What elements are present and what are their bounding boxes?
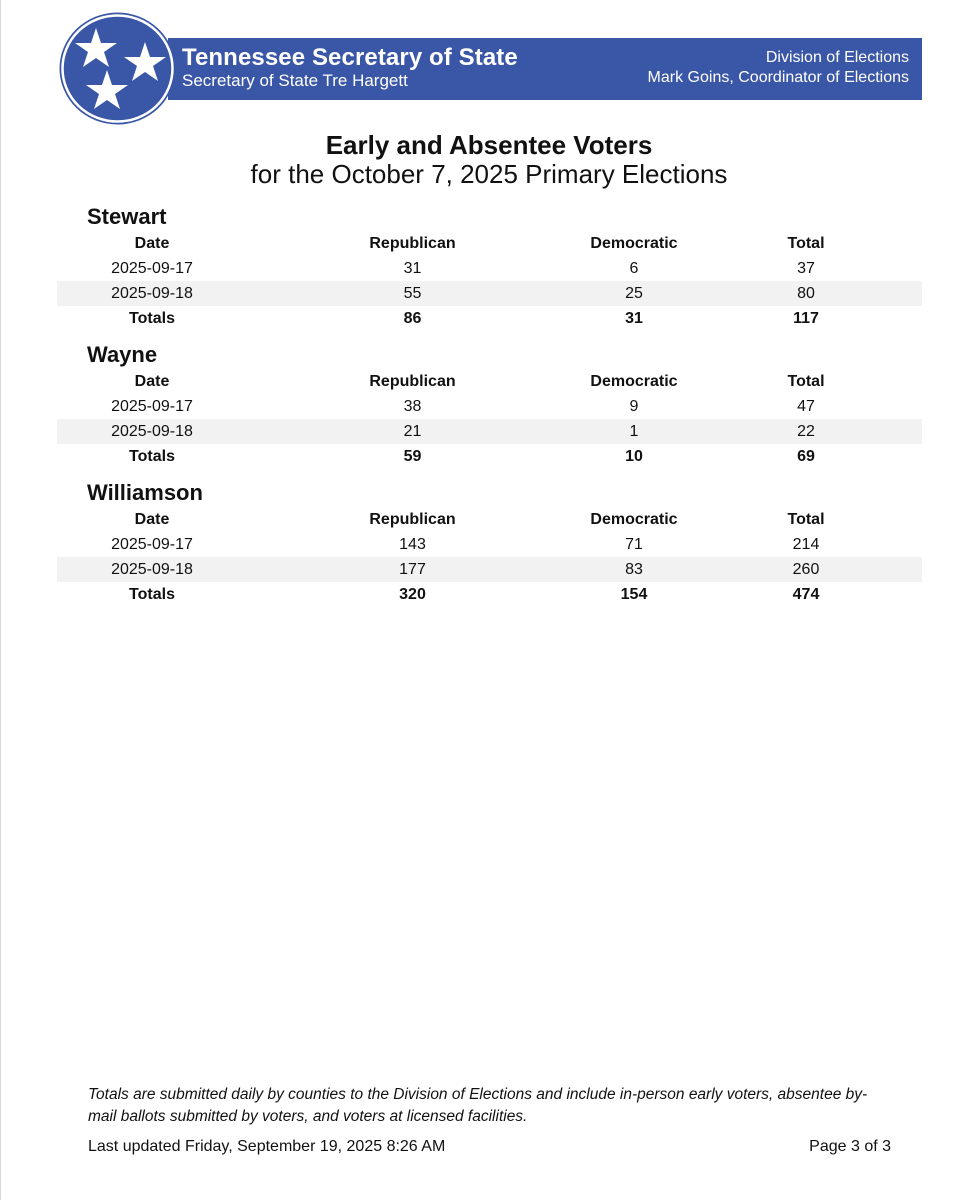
- page-number: Page 3 of 3: [809, 1138, 891, 1155]
- cell-date: 2025-09-17: [111, 398, 193, 415]
- header-division: Division of Elections: [765, 49, 909, 66]
- totals-democratic: 31: [625, 310, 643, 327]
- cell-total: 37: [797, 260, 815, 277]
- cell-total: 47: [797, 398, 815, 415]
- column-header-total: Total: [787, 235, 825, 252]
- cell-date: 2025-09-18: [111, 561, 193, 578]
- totals-total: 117: [793, 310, 819, 327]
- totals-label: Totals: [129, 310, 175, 327]
- table-header-row: [57, 231, 922, 256]
- cell-republican: 31: [403, 260, 422, 277]
- column-header-republican: Republican: [369, 511, 456, 528]
- cell-democratic: 83: [625, 561, 643, 578]
- cell-republican: 143: [399, 536, 426, 553]
- column-header-total: Total: [787, 511, 825, 528]
- cell-democratic: 71: [625, 536, 643, 553]
- table-row: [57, 532, 922, 557]
- county-section-williamson: [57, 479, 922, 607]
- totals-republican: 86: [403, 310, 422, 327]
- table-header-row: [57, 369, 922, 394]
- tri-star-seal-icon: [59, 12, 176, 125]
- table-row: [57, 394, 922, 419]
- cell-republican: 38: [403, 398, 422, 415]
- cell-date: 2025-09-17: [111, 260, 193, 277]
- table-header-row: [57, 507, 922, 532]
- table-row: [57, 419, 922, 444]
- column-header-democratic: Democratic: [590, 511, 678, 528]
- document-subtitle: for the October 7, 2025 Primary Elections: [250, 159, 728, 189]
- footnote: Totals are submitted daily by counties to the Division of Elections and include in-person early voters, absentee by-mail ballots submitted by voters, and voters at licensed facilities.: [88, 1086, 868, 1125]
- cell-total: 80: [797, 285, 815, 302]
- county-name: Wayne: [87, 342, 158, 367]
- county-section-stewart: [57, 203, 922, 331]
- cell-date: 2025-09-17: [111, 536, 193, 553]
- cell-republican: 55: [403, 285, 422, 302]
- county-name: Stewart: [87, 204, 167, 229]
- cell-date: 2025-09-18: [111, 423, 193, 440]
- cell-total: 214: [792, 536, 820, 553]
- totals-label: Totals: [129, 586, 175, 603]
- cell-democratic: 6: [629, 260, 639, 277]
- totals-row: [57, 306, 922, 331]
- totals-row: [57, 582, 922, 607]
- cell-total: 22: [797, 423, 815, 440]
- totals-democratic: 10: [625, 448, 643, 465]
- header-banner: [168, 38, 922, 100]
- cell-democratic: 1: [629, 423, 639, 440]
- document-title: Early and Absentee Voters: [325, 130, 653, 160]
- totals-total: 474: [792, 586, 820, 603]
- totals-row: [57, 444, 922, 469]
- column-header-democratic: Democratic: [590, 373, 678, 390]
- county-section-wayne: [57, 341, 922, 469]
- header-subtitle: Secretary of State Tre Hargett: [182, 71, 408, 90]
- column-header-republican: Republican: [369, 235, 456, 252]
- column-header-date: Date: [134, 511, 170, 528]
- column-header-republican: Republican: [369, 373, 456, 390]
- last-updated: Last updated Friday, September 19, 2025 8:26 AM: [88, 1138, 446, 1155]
- column-header-democratic: Democratic: [590, 235, 678, 252]
- cell-democratic: 9: [629, 398, 639, 415]
- totals-republican: 59: [403, 448, 422, 465]
- cell-republican: 21: [403, 423, 422, 440]
- table-row: [57, 281, 922, 306]
- totals-label: Totals: [129, 448, 175, 465]
- column-header-date: Date: [134, 235, 170, 252]
- column-header-total: Total: [787, 373, 825, 390]
- totals-democratic: 154: [620, 586, 648, 603]
- header-title: Tennessee Secretary of State: [182, 44, 518, 71]
- totals-total: 69: [797, 448, 815, 465]
- cell-total: 260: [792, 561, 820, 578]
- table-row: [57, 557, 922, 582]
- column-header-date: Date: [134, 373, 170, 390]
- county-name: Williamson: [87, 480, 203, 505]
- table-row: [57, 256, 922, 281]
- totals-republican: 320: [399, 586, 426, 603]
- header-coordinator: Mark Goins, Coordinator of Elections: [647, 69, 909, 86]
- cell-republican: 177: [399, 561, 426, 578]
- cell-date: 2025-09-18: [111, 285, 193, 302]
- cell-democratic: 25: [625, 285, 643, 302]
